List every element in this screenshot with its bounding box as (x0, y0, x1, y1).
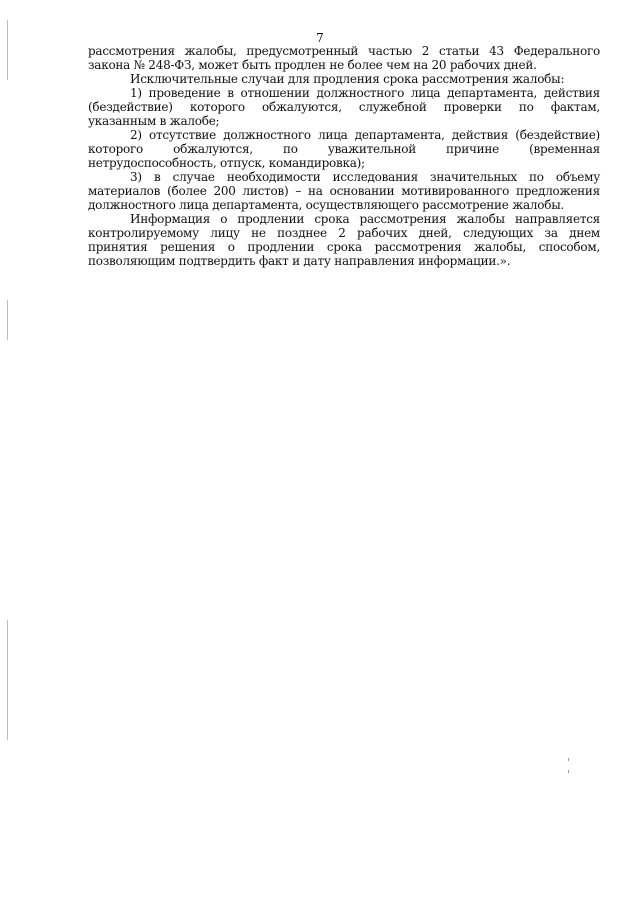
scan-edge-mark (7, 620, 8, 740)
scan-speck (568, 758, 569, 761)
list-item-3: 3) в случае необходимости исследования значительных по объему (130, 170, 600, 184)
text-line: материалов (более 200 листов) – на основании мотивированного предложения (88, 184, 600, 198)
document-body (88, 44, 600, 268)
text-line: должностного лица департамента, осуществляющего рассмотрение жалобы. (88, 198, 565, 212)
text-line: указанным в жалобе; (88, 114, 220, 128)
text-line: которого обжалуются, по уважительной причине (временная (88, 142, 600, 156)
scan-speck (568, 770, 569, 773)
page-number: 7 (316, 31, 324, 45)
list-item-1: 1) проведение в отношении должностного лица департамента, действия (130, 86, 600, 100)
scan-edge-mark (7, 20, 8, 80)
text-line: принятия решения о продлении срока рассмотрения жалобы, способом, (88, 240, 600, 254)
text-line: позволяющим подтвердить факт и дату направления информации.». (88, 254, 511, 268)
scan-edge-mark (7, 300, 8, 340)
paragraph-heading: Исключительные случаи для продления срока рассмотрения жалобы: (130, 72, 565, 86)
text-line: (бездействие) которого обжалуются, служебной проверки по фактам, (88, 100, 600, 114)
text-line: контролируемому лицу не позднее 2 рабочих дней, следующих за днем (88, 226, 600, 240)
list-item-2: 2) отсутствие должностного лица департамента, действия (бездействие) (130, 128, 600, 142)
paragraph-information: Информация о продлении срока рассмотрения жалобы направляется (130, 212, 600, 226)
text-line: нетрудоспособность, отпуск, командировка); (88, 156, 365, 170)
text-line: рассмотрения жалобы, предусмотренный частью 2 статьи 43 Федерального (88, 44, 600, 58)
text-line: закона № 248-ФЗ, может быть продлен не более чем на 20 рабочих дней. (88, 58, 537, 72)
